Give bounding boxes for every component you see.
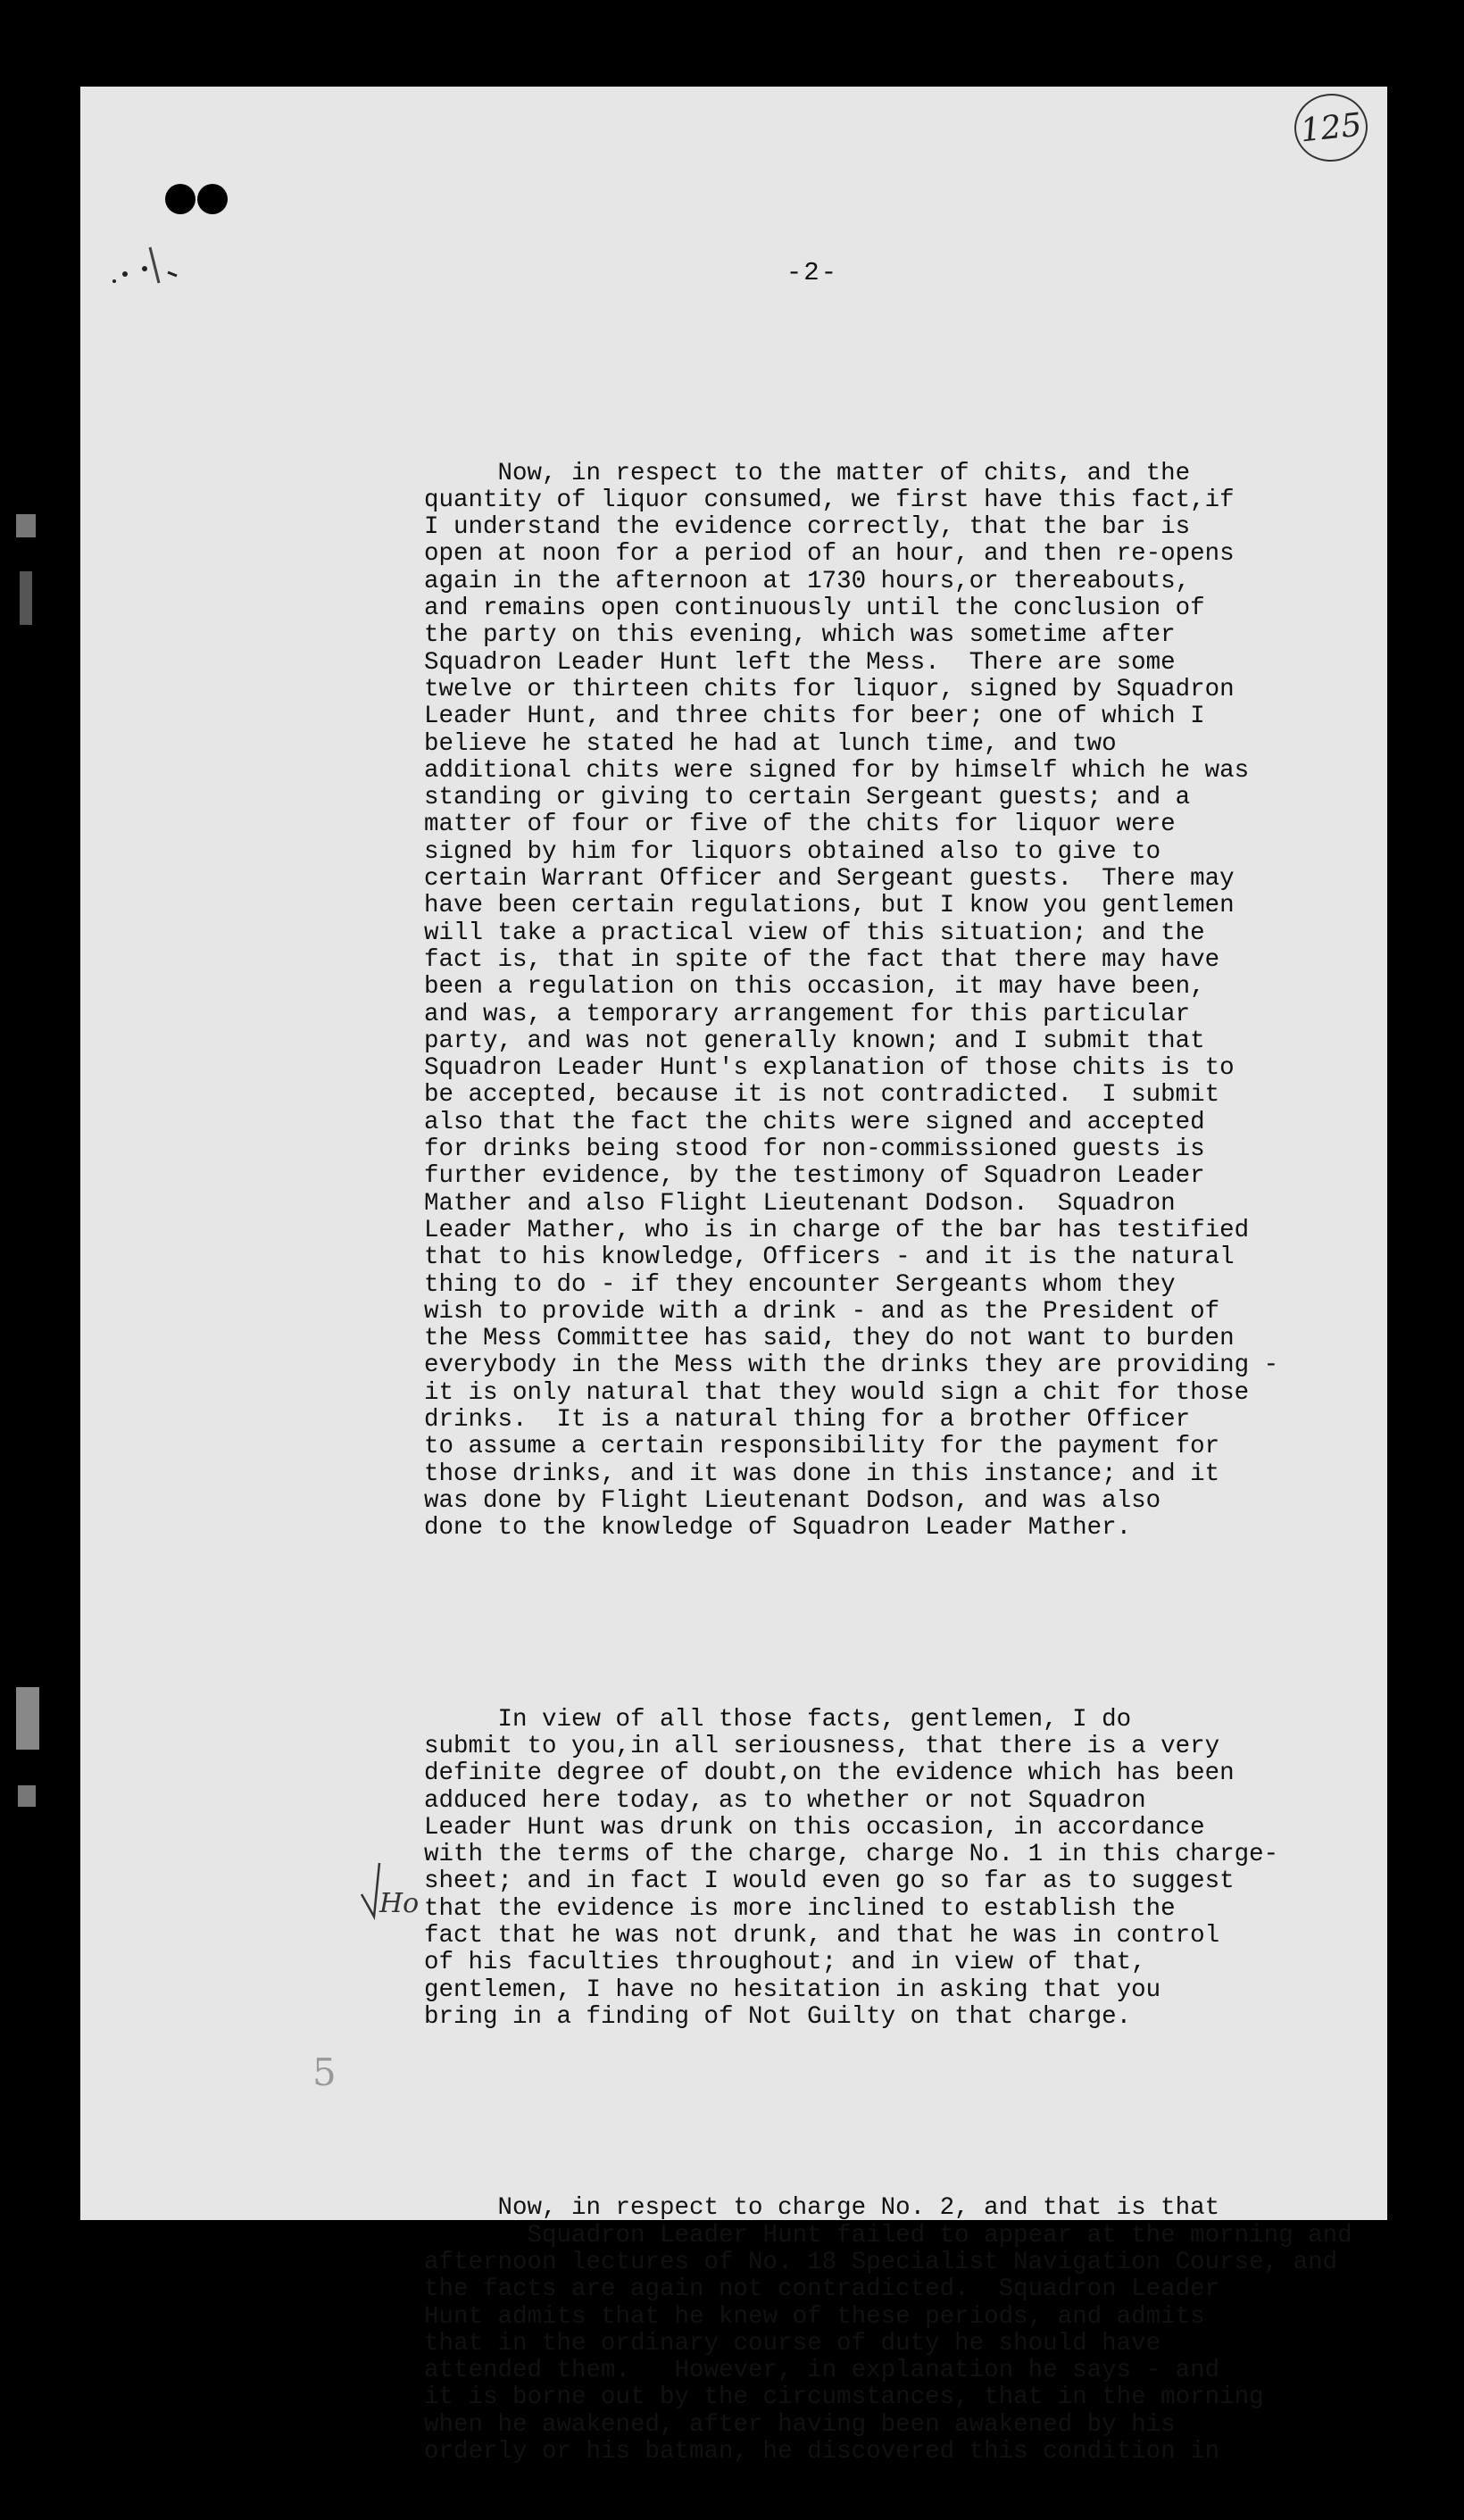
line: Leader Hunt, and three chits for beer; one of which I bbox=[424, 703, 1205, 731]
line: that to his knowledge, Officers - and it is the natural bbox=[424, 1243, 1235, 1272]
paragraph-3 bbox=[424, 2195, 1433, 2466]
line: the party on this evening, which was sometime after bbox=[424, 621, 1176, 650]
line: for drinks being stood for non-commissioned guests is bbox=[424, 1135, 1205, 1164]
line: Squadron Leader Hunt left the Mess. There are some bbox=[424, 648, 1176, 677]
line: quantity of liquor consumed, we first have this fact,if bbox=[424, 486, 1235, 514]
line: open at noon for a period of an hour, and then re-opens bbox=[424, 540, 1235, 569]
line: twelve or thirteen chits for liquor, signed by Squadron bbox=[424, 675, 1235, 703]
line: adduced here today, as to whether or not Squadron bbox=[424, 1786, 1146, 1815]
line: sheet; and in fact I would even go so far as to suggest bbox=[424, 1867, 1235, 1896]
archive-stamp bbox=[1291, 90, 1370, 165]
paragraph-2 bbox=[424, 1707, 1433, 2032]
line: fact is, that in spite of the fact that there may have bbox=[424, 945, 1220, 974]
margin-page-number: 5 bbox=[312, 2050, 337, 2094]
punch-holes bbox=[162, 181, 234, 217]
line: Leader Mather, who is in charge of the bar has testified bbox=[424, 1216, 1250, 1244]
line: fact that he was not drunk, and that he was in control bbox=[424, 1922, 1220, 1950]
line: and was, a temporary arrangement for this particular bbox=[424, 1000, 1191, 1028]
archive-stamp-number: 125 bbox=[1298, 106, 1364, 149]
line: also that the fact the chits were signed and accepted bbox=[424, 1108, 1205, 1136]
line: thing to do - if they encounter Sergeants whom they bbox=[424, 1270, 1176, 1299]
line: submit to you,in all seriousness, that there is a very bbox=[424, 1732, 1220, 1760]
line: additional chits were signed for by himself which he was bbox=[424, 756, 1250, 785]
line: will take a practical view of this situation; and the bbox=[424, 919, 1205, 947]
line: drinks. It is a natural thing for a brother Officer bbox=[424, 1405, 1191, 1434]
line: bring in a finding of Not Guilty on that charge. bbox=[424, 2002, 1132, 2031]
line: Squadron Leader Hunt's explanation of those chits is to bbox=[424, 1054, 1235, 1083]
line: attended them. However, in explanation he says - and bbox=[424, 2357, 1220, 2385]
line: of his faculties throughout; and in view of that, bbox=[424, 1949, 1146, 1977]
line: it is borne out by the circumstances, that in the morning bbox=[424, 2383, 1264, 2412]
line: standing or giving to certain Sergeant guests; and a bbox=[424, 784, 1191, 812]
line: done to the knowledge of Squadron Leader Mather. bbox=[424, 1514, 1132, 1543]
line: certain Warrant Officer and Sergeant guests. There may bbox=[424, 865, 1235, 894]
line: further evidence, by the testimony of Squadron Leader bbox=[424, 1162, 1205, 1191]
line: the Mess Committee has said, they do not want to burden bbox=[424, 1325, 1235, 1353]
line: have been certain regulations, but I know you gentlemen bbox=[424, 892, 1235, 920]
line: Mather and also Flight Lieutenant Dodson. Squadron bbox=[424, 1189, 1176, 1218]
margin-initials-text: Ho bbox=[379, 1888, 420, 1919]
line: was done by Flight Lieutenant Dodson, and was also bbox=[424, 1486, 1161, 1515]
line: wish to provide with a drink - and as the President of bbox=[424, 1297, 1220, 1326]
scan-mark bbox=[107, 247, 205, 310]
line: that the evidence is more inclined to establish the bbox=[424, 1894, 1176, 1923]
line: the facts are again not contradicted. Squadron Leader bbox=[424, 2275, 1220, 2304]
line: again in the afternoon at 1730 hours,or thereabouts, bbox=[424, 567, 1191, 595]
line: that in the ordinary course of duty he should have bbox=[424, 2329, 1161, 2358]
line: be accepted, because it is not contradicted. I submit bbox=[424, 1081, 1220, 1110]
line: everybody in the Mess with the drinks they are providing - bbox=[424, 1351, 1279, 1380]
line: to assume a certain responsibility for the payment for bbox=[424, 1433, 1220, 1461]
line: with the terms of the charge, charge No. 1 in this charge- bbox=[424, 1841, 1279, 1869]
line: it is only natural that they would sign a chit for those bbox=[424, 1378, 1250, 1407]
body-text bbox=[424, 406, 1433, 2520]
document-page bbox=[80, 87, 1387, 2466]
paragraph-1 bbox=[424, 461, 1433, 1543]
line: party, and was not generally known; and I submit that bbox=[424, 1027, 1205, 1055]
line: and remains open continuously until the conclusion of bbox=[424, 595, 1205, 623]
line: Now, in respect to charge No. 2, and that is that bbox=[424, 2194, 1220, 2223]
line: signed by him for liquors obtained also to give to bbox=[424, 837, 1161, 866]
margin-initials bbox=[353, 1863, 424, 1930]
line: Hunt admits that he knew of these periods, and admits bbox=[424, 2302, 1205, 2331]
line: gentlemen, I have no hesitation in asking that you bbox=[424, 1975, 1161, 2004]
line: Now, in respect to the matter of chits, and the bbox=[424, 459, 1191, 487]
line: when he awakened, after having been awakened by his bbox=[424, 2410, 1176, 2439]
line: believe he stated he had at lunch time, and two bbox=[424, 729, 1117, 758]
line: Squadron Leader Hunt failed to appear at the morning and bbox=[424, 2221, 1352, 2250]
page-number: -2- bbox=[786, 258, 839, 287]
line: been a regulation on this occasion, it may have been, bbox=[424, 973, 1205, 1002]
line: afternoon lectures of No. 18 Specialist Navigation Course, and bbox=[424, 2249, 1338, 2276]
line: I understand the evidence correctly, that the bar is bbox=[424, 513, 1191, 542]
scan-edge bbox=[0, 0, 80, 2307]
line: In view of all those facts, gentlemen, I do bbox=[424, 1705, 1132, 1734]
line: orderly or his batman, he discovered this condition in bbox=[424, 2438, 1220, 2466]
line: Leader Hunt was drunk on this occasion, in accordance bbox=[424, 1813, 1205, 1842]
line: definite degree of doubt,on the evidence which has been bbox=[424, 1759, 1235, 1788]
line: matter of four or five of the chits for liquor were bbox=[424, 811, 1176, 839]
line: those drinks, and it was done in this instance; and it bbox=[424, 1460, 1220, 1488]
